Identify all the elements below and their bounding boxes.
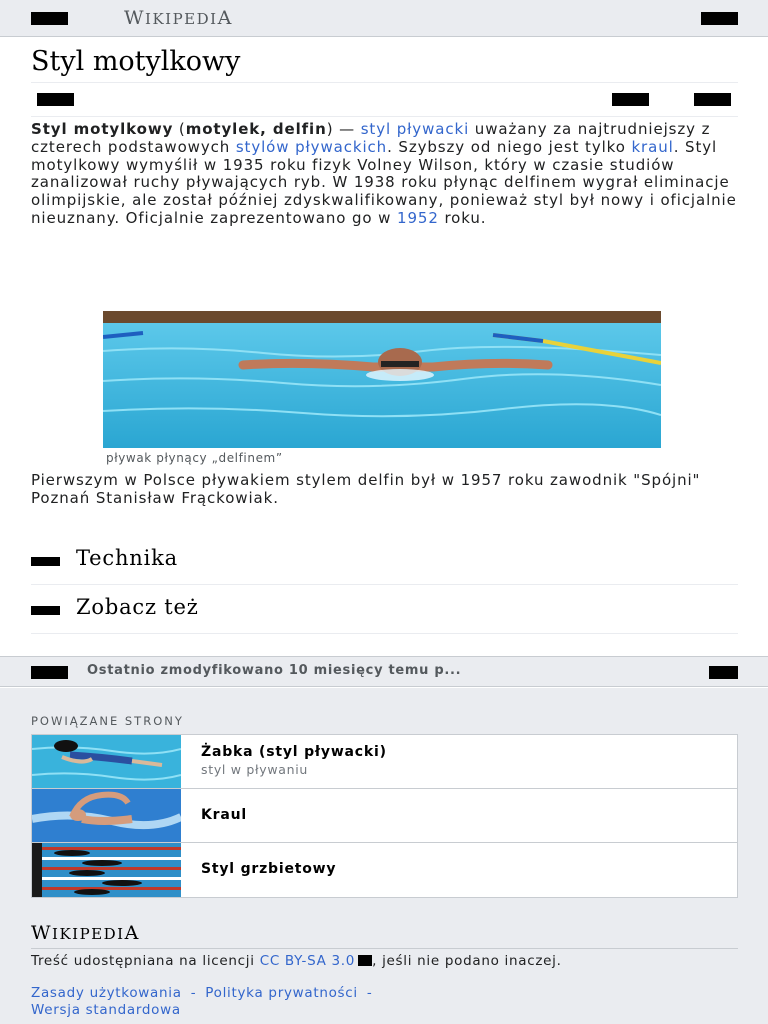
section-technika[interactable] xyxy=(31,543,738,585)
lead-text: ) xyxy=(326,120,334,138)
related-title: Kraul xyxy=(201,807,247,823)
section-heading: Technika xyxy=(76,546,178,570)
external-link-icon xyxy=(358,955,372,966)
clock-icon xyxy=(31,666,68,679)
link-styl-plywacki[interactable]: styl pływacki xyxy=(360,120,470,138)
search-icon[interactable] xyxy=(701,12,738,25)
footer-link-terms[interactable]: Zasady użytkowania xyxy=(31,985,182,1001)
related-pages-list xyxy=(31,734,738,898)
header-bar xyxy=(0,0,768,37)
lead-bold-alias: motylek, delfin xyxy=(185,120,327,138)
section-zobacz-tez[interactable] xyxy=(31,592,738,634)
footer-divider xyxy=(31,948,738,949)
footer-link-privacy[interactable]: Polityka prywatności xyxy=(205,985,358,1001)
menu-icon[interactable] xyxy=(31,12,68,25)
actions-divider xyxy=(31,116,738,117)
lead-paragraph xyxy=(31,121,743,228)
chevron-down-icon xyxy=(31,557,60,566)
footer-separator: - xyxy=(366,985,373,1001)
related-thumbnail xyxy=(32,735,181,788)
footer-wikipedia-wordmark: WIKIPEDIA xyxy=(31,922,140,944)
article-image-butterfly-swimmer[interactable] xyxy=(103,311,661,448)
license-text: Treść udostępniana na licencji xyxy=(31,953,260,969)
lead-text: . Szybszy od niego jest tylko xyxy=(387,137,632,156)
image-caption: pływak płynący „delfinem” xyxy=(106,451,283,465)
related-thumbnail xyxy=(32,843,181,897)
lead-text: uważany za najtrudniejszy z czterech podstawowych xyxy=(31,120,711,156)
related-description: styl w pływaniu xyxy=(201,762,309,777)
link-kraul[interactable]: kraul xyxy=(631,137,674,156)
last-modified-text[interactable]: Ostatnio zmodyfikowano 10 miesięcy temu p... xyxy=(87,663,462,678)
lead-text: ( xyxy=(173,120,186,138)
lead-text: roku. xyxy=(438,208,487,227)
language-icon[interactable] xyxy=(37,93,74,106)
paragraph-history: Pierwszym w Polsce pływakiem stylem delfin był w 1957 roku zawodnik "Spójni" Poznań Stanisław Frąckowiak. xyxy=(31,471,701,507)
related-thumbnail xyxy=(32,789,181,842)
link-1952[interactable]: 1952 xyxy=(397,208,439,227)
page-title: Styl motylkowy xyxy=(31,46,241,77)
license-text: , jeśli nie podano inaczej. xyxy=(372,953,562,969)
license-notice xyxy=(31,953,743,970)
footer-links xyxy=(31,985,743,1018)
chevron-right-icon xyxy=(709,666,738,679)
related-title: Żabka (styl pływacki) xyxy=(201,744,387,760)
related-pages-heading: POWIĄZANE STRONY xyxy=(31,714,184,728)
last-modified-bar[interactable] xyxy=(0,656,768,687)
lead-text: — xyxy=(333,120,361,138)
wikipedia-wordmark[interactable]: WIKIPEDIA xyxy=(124,7,233,29)
link-style-plywackie[interactable]: stylów pływackich xyxy=(235,137,388,156)
lead-text: . Styl motylkowy wymyślił w 1935 roku fizyk Volney Wilson, który w czasie studiów zanalizował ruchy pływających ryb. W 1938 roku płynąc delfinem wygrał eliminacje olimpijskie, ale został później zdyskwalifikowany, ponieważ styl był nowy i oficjalnie nieuznany. Oficjalnie zaprezentowano go w xyxy=(31,137,737,227)
chevron-down-icon xyxy=(31,606,60,615)
related-item-zabka[interactable] xyxy=(32,735,737,789)
related-item-grzbietowy[interactable] xyxy=(32,843,737,897)
related-item-kraul[interactable] xyxy=(32,789,737,843)
footer-separator: - xyxy=(190,985,197,1001)
star-icon[interactable] xyxy=(612,93,649,106)
title-divider xyxy=(31,82,738,83)
footer-link-desktop[interactable]: Wersja standardowa xyxy=(31,1001,181,1018)
license-link-cc-by-sa[interactable]: CC BY-SA 3.0 xyxy=(259,953,356,969)
section-heading: Zobacz też xyxy=(76,595,199,619)
related-title: Styl grzbietowy xyxy=(201,861,337,877)
lead-bold-term: Styl motylkowy xyxy=(31,120,174,138)
pencil-icon[interactable] xyxy=(694,93,731,106)
